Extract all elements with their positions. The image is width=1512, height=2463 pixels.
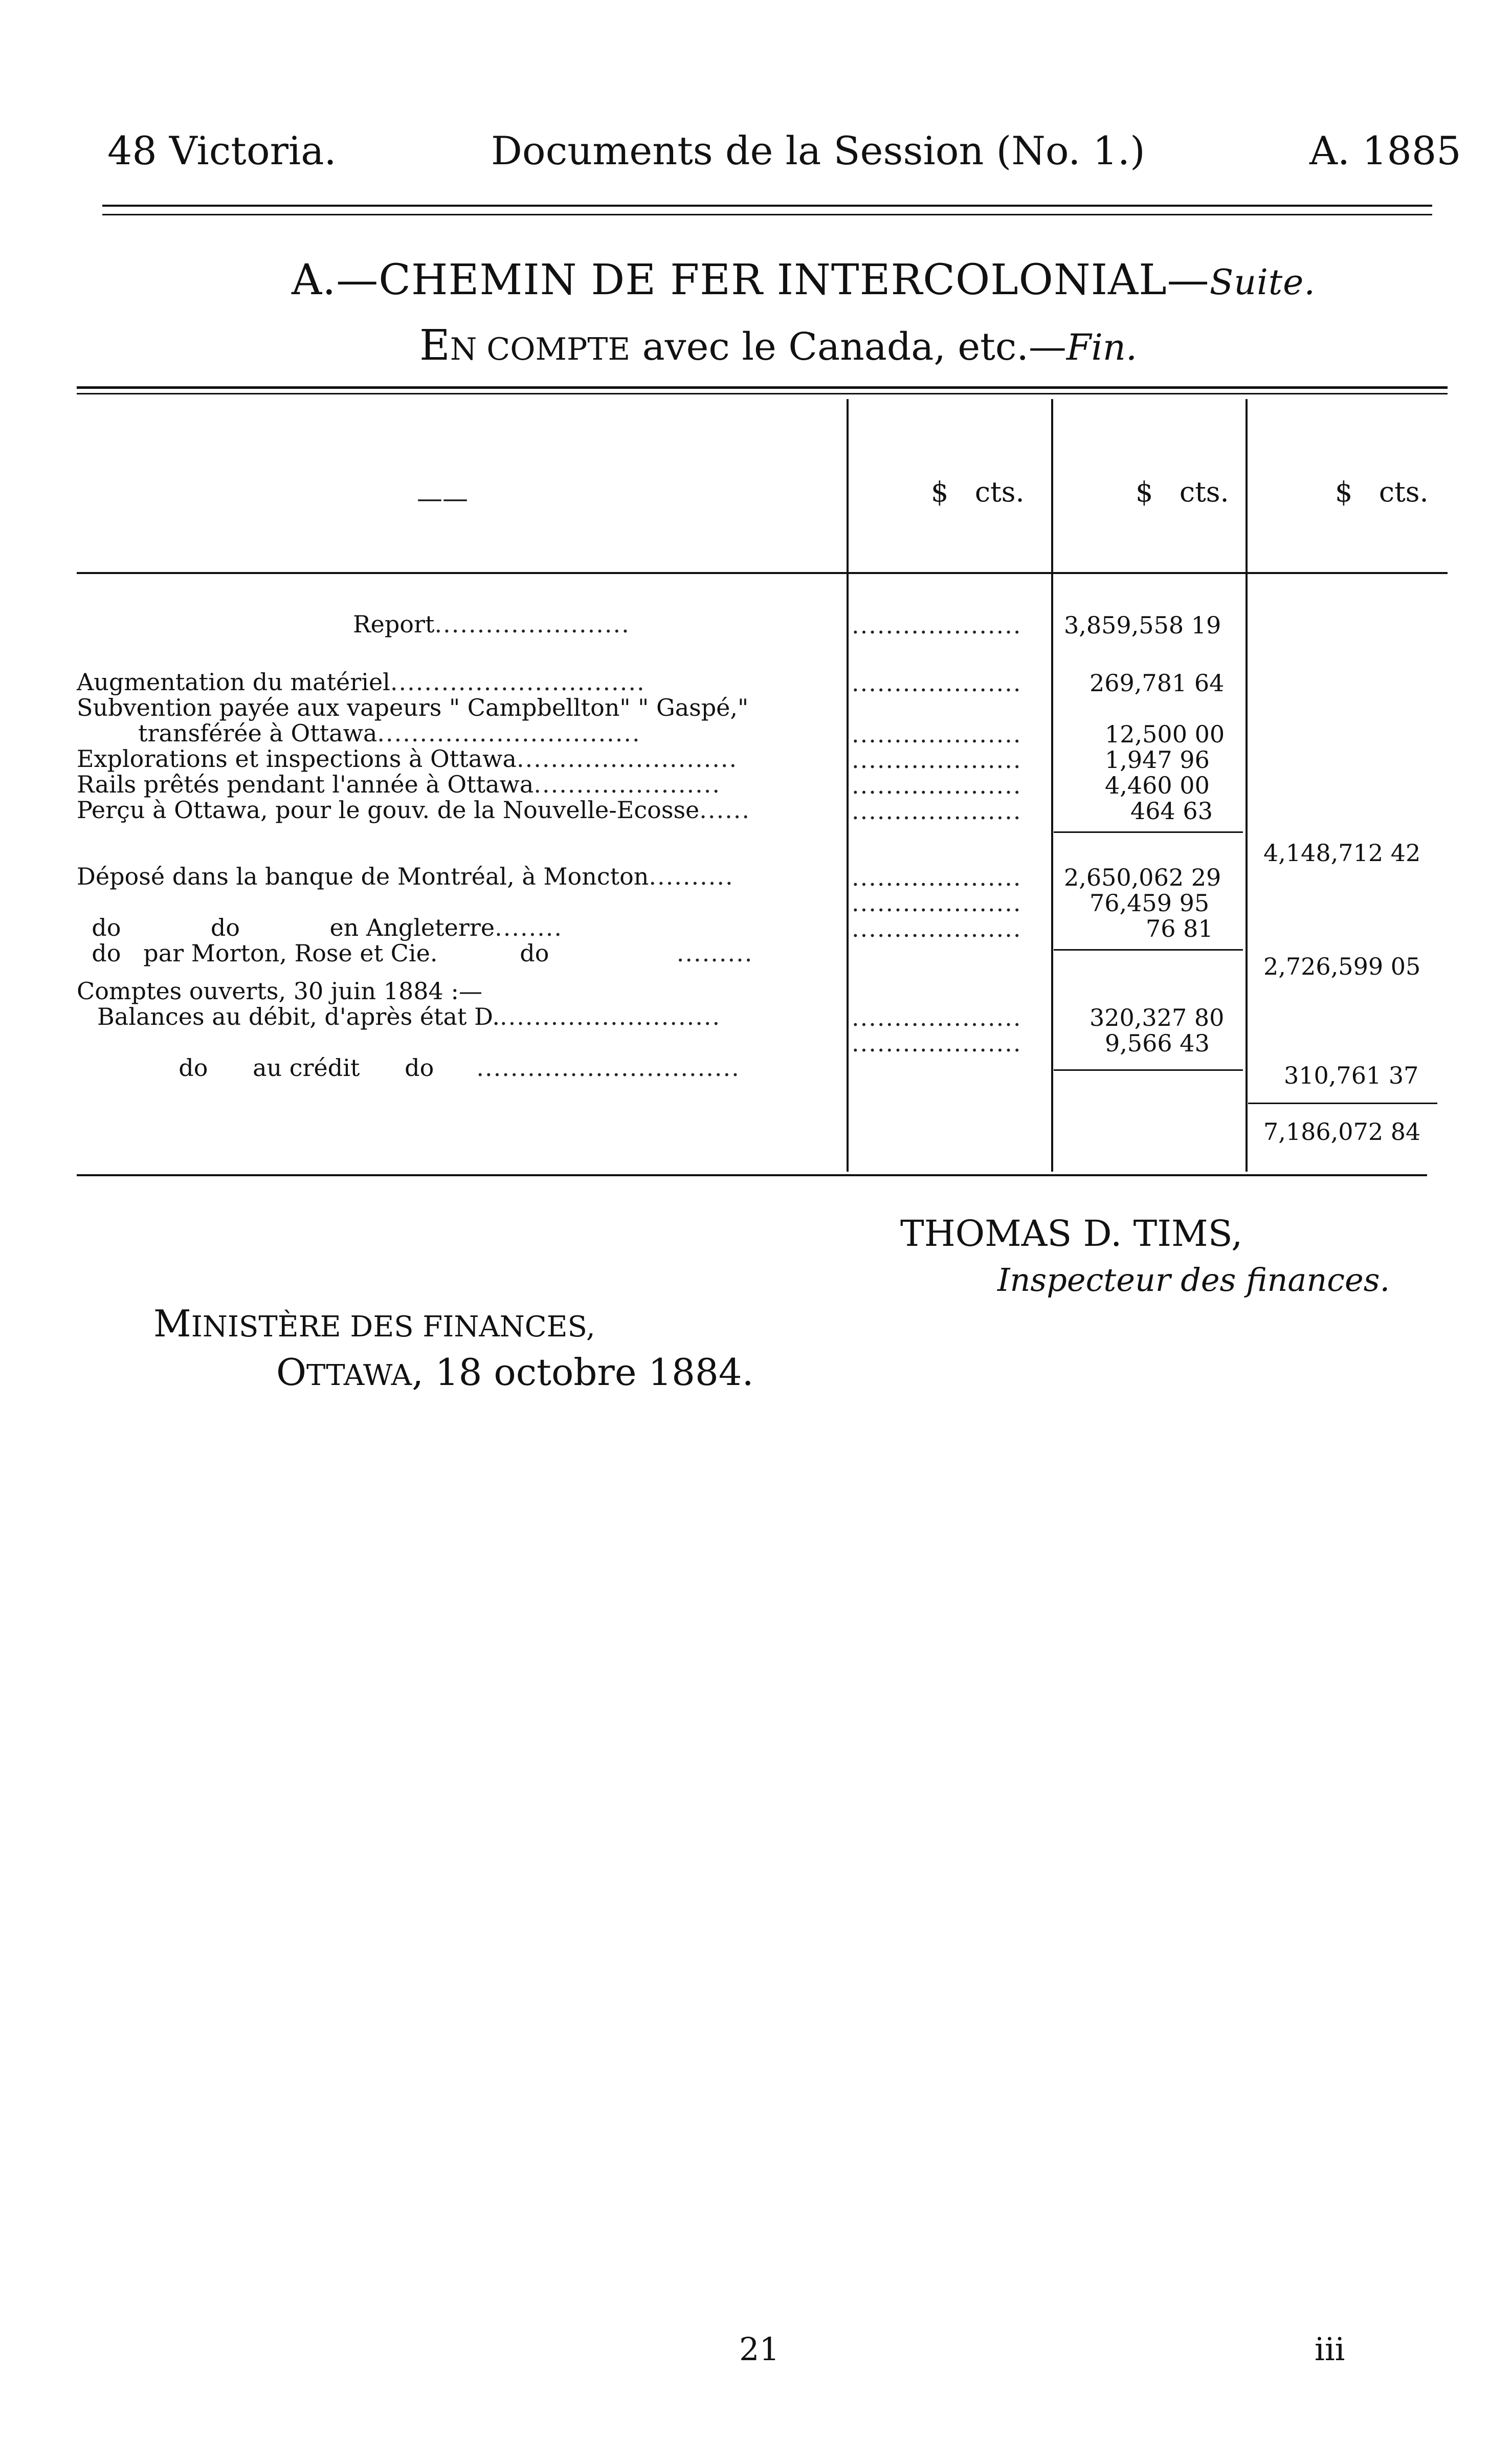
row-label: Rails prêtés pendant l'année à Ottawa [77,771,534,798]
col3-cents: cts. [1378,476,1429,508]
ministry-line [153,1302,595,1345]
section-title-suffix: Suite. [1209,262,1316,303]
row-amount: 464 63 [1130,797,1213,825]
col1-leader: .................... [852,1029,1022,1057]
col1-leader: .................... [852,915,1022,942]
row-amount: 12,500 00 [1105,720,1225,748]
col1-leader: .................... [852,864,1022,891]
subtotal-rule [1054,949,1243,951]
table-row-report: Report....................... [353,610,630,638]
column-divider-2 [1051,399,1053,1172]
table-row: do au crédit do ............................... [179,1054,740,1082]
header-year: A. 1885 [1309,128,1461,173]
row-label: do au crédit do [179,1054,434,1082]
table-row: Explorations et inspections à Ottawa.......................... [77,745,738,773]
row-label: Déposé dans la banque de Montréal, à Moncton [77,863,649,890]
row-amount: 1,947 96 [1105,746,1210,774]
header-rule-top [102,205,1432,207]
subtitle-smallcaps: N COMPTE [450,332,631,367]
col2-dollar: $ [1136,476,1153,508]
row-label: Balances au débit, d'après état D. [97,1003,500,1030]
row-amount: 320,327 80 [1089,1004,1225,1031]
column-divider-3 [1246,399,1248,1172]
table-row: transférée à Ottawa............................... [138,719,641,747]
row-amount: 76 81 [1146,915,1213,942]
signatory-title: Inspecteur des finances. [997,1261,1390,1299]
column-divider-1 [847,399,849,1172]
col1-leader: .................... [852,797,1022,825]
table-row: Augmentation du matériel.............................. [77,668,646,696]
table-row: do do en Angleterre........ [92,914,563,941]
section-title [292,256,1316,304]
col1-leader: .................... [852,611,1022,639]
table-top-rule [77,386,1448,389]
row-label: do do en Angleterre [92,914,495,941]
col1-leader: .................... [852,746,1022,774]
grand-total: 7,186,072 84 [1263,1118,1421,1146]
place-smallcaps: TTAWA [306,1359,412,1392]
label-column-header: —— [417,483,468,513]
row-label: Augmentation du matériel [77,668,390,696]
subtotal-1: 4,148,712 42 [1263,839,1421,867]
signatory-name: THOMAS D. TIMS, [900,1213,1243,1255]
subtotal-2: 2,726,599 05 [1263,953,1421,980]
col3-dollar: $ [1335,476,1353,508]
row-label: Report [353,610,435,638]
date-text: , 18 octobre 1884. [412,1351,754,1394]
header-volume: 48 Victoria. [107,128,337,173]
table-row: Perçu à Ottawa, pour le gouv. de la Nouvelle-Ecosse...... [77,796,751,824]
header-rule-bottom [102,214,1432,215]
place-initial: O [276,1351,307,1394]
col1-cents: cts. [974,476,1025,508]
col1-dollar: $ [931,476,949,508]
col1-leader: .................... [852,669,1022,697]
page-number: 21 [739,2330,780,2368]
col1-header [931,476,1025,508]
row-label: do par Morton, Rose et Cie. do [92,939,549,967]
roman-page-number: iii [1315,2330,1345,2368]
ministry-text: INISTÈRE DES FINANCES, [191,1310,595,1344]
table-row: Subvention payée aux vapeurs " Campbellton" " Gaspé," [77,694,749,721]
table-row: Balances au débit, d'après état D........................... [97,1003,721,1030]
subtotal-rule [1054,1069,1243,1071]
col1-leader: .................... [852,772,1022,799]
col1-leader: .................... [852,1004,1022,1031]
subtotal-rule [1054,831,1243,833]
col2-header [1136,476,1229,508]
ministry-initial: M [153,1302,191,1345]
section-subtitle [419,321,1137,370]
subtitle-suffix: Fin. [1066,326,1138,368]
row-label: transférée à Ottawa [138,719,377,747]
table-row: Déposé dans la banque de Montréal, à Moncton.......... [77,863,734,890]
table-row: Rails prêtés pendant l'année à Ottawa...................... [77,771,721,798]
row-amount: 2,650,062 29 [1064,864,1221,891]
header-divider-rule [77,572,1448,574]
subtotal-3: 310,761 37 [1284,1062,1419,1089]
row-amount: 76,459 95 [1089,889,1210,917]
row-label: Perçu à Ottawa, pour le gouv. de la Nouvelle-Ecosse [77,796,700,824]
place-date-line [276,1351,753,1394]
col2-cents: cts. [1179,476,1229,508]
section-title-text: A.—CHEMIN DE FER INTERCOLONIAL— [292,256,1210,304]
subtitle-text: avec le Canada, etc.— [630,325,1066,369]
row-report-amount: 3,859,558 19 [1064,611,1221,639]
subtitle-initial: E [419,321,450,370]
row-amount: 4,460 00 [1105,772,1210,799]
header-document-title: Documents de la Session (No. 1.) [491,128,1145,173]
col3-header [1335,476,1429,508]
table-bottom-rule [77,1174,1427,1176]
table-row: Comptes ouverts, 30 juin 1884 :— [77,977,482,1005]
col1-leader: .................... [852,889,1022,917]
table-row: do par Morton, Rose et Cie. do ......... [92,939,753,967]
col1-leader: .................... [852,720,1022,748]
table-top-rule-2 [77,393,1448,394]
row-amount: 9,566 43 [1105,1029,1210,1057]
total-rule [1248,1103,1437,1104]
row-label: Explorations et inspections à Ottawa [77,745,517,773]
row-amount: 269,781 64 [1089,669,1225,697]
